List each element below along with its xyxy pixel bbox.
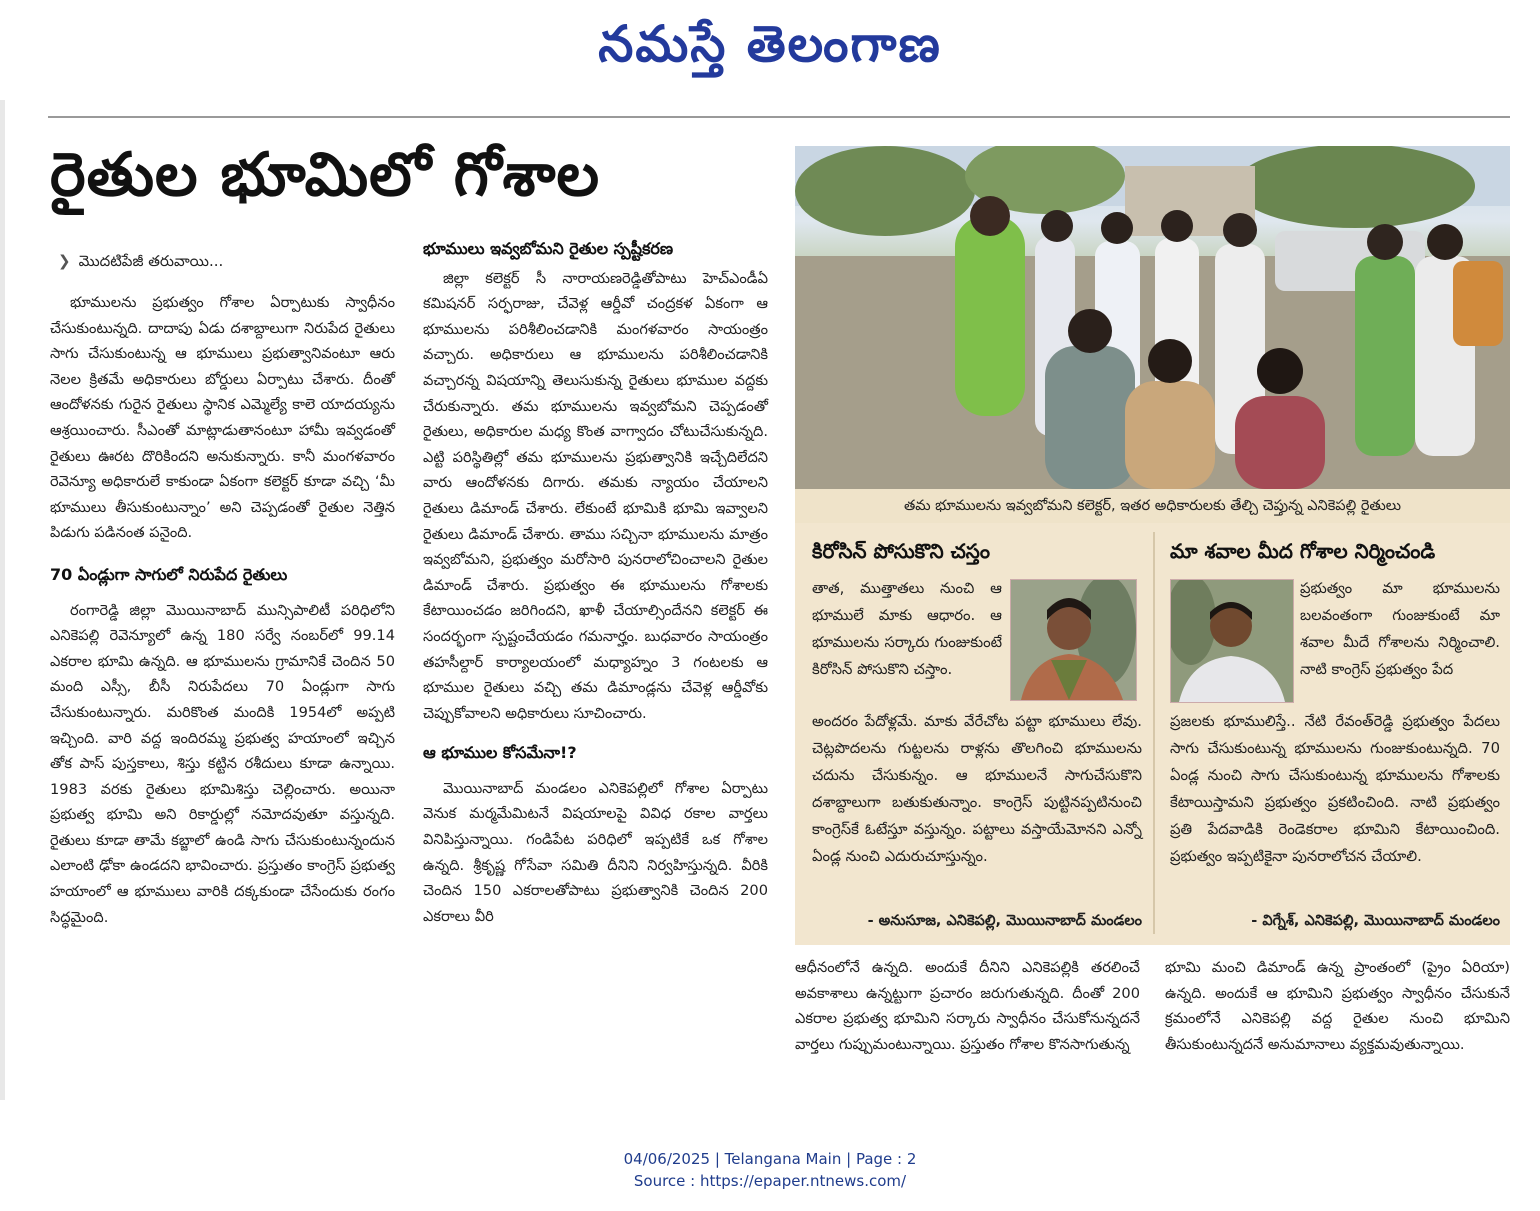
continued-text: మొదటిపేజీ తరువాయి... [78, 252, 224, 270]
col2-subhead-2: ఆ భూముల కోసమేనా!? [423, 743, 577, 763]
page-edge [0, 100, 5, 1100]
continued-marker [58, 252, 223, 274]
quote-2-text-bottom: ప్రజలకు భూములిస్తే.. నేటి రేవంత్‌రెడ్డి ప్రభుత్వం పేదలు సాగు చేసుకుంటున్న భూములను గుంజుకుంటున్నది. 70 ఏండ్ల నుంచి సాగు చేసుకుంటున్న భూములను గోశాలకు కేటాయిస్తామని ప్రభుత్వం ప్రకటించింది. నాటి ప్రభుత్వం ప్రతి పేదవాడికి రెండెకరాల భూమిని కేటాయించింది. ప్రభుత్వం ఇప్పటికైనా పునరాలోచన చేయాలి. [1170, 713, 1500, 865]
col1-paragraph-1: భూములను ప్రభుత్వం గోశాల ఏర్పాటుకు స్వాధీనం చేసుకుంటున్నది. దాదాపు ఏడు దశాబ్దాలుగా నిరుపేద రైతులు సాగు చేసుకుంటున్న ఆ భూములు ప్రభుత్వానివంటూ ఆరు నెలల క్రితమే అధికారులు బోర్డులు ఏర్పాటు చేశారు. దీంతో ఆందోళనకు గురైన రైతులు స్థానిక ఎమ్మెల్యే కాలె యాదయ్యను ఆశ్రయించారు. సీఎంతో మాట్లాడుతానంటూ హామీ ఇవ్వడంతో రైతులు ఊరట దొరికిందని అనుకున్నారు. కానీ మంగళవారం రెవెన్యూ అధికారులే కాకుండా ఏకంగా కలెక్టర్ కూడా వచ్చి ‘మీ భూములు తీసుకుంటున్నాం’ అని చెప్పడంతో రైతుల నెత్తిన పిడుగు పడినంత పనైంది. [50, 294, 395, 542]
article-column-3: ఆధీనంలోనే ఉన్నది. అందుకే దీనిని ఎనికెపల్లికి తరలించే అవకాశాలు ఉన్నట్టుగా ప్రచారం జరుగుతున్నది. దీంతో 200 ఎకరాల ప్రభుత్వ భూమిని సర్కారు స్వాధీనం చేసుకోనున్నదనే వార్తలు గుప్పుమంటున్నాయి. ప్రస్తుతం గోశాల కొనసాగుతున్న [795, 959, 1140, 1053]
chevron-right-icon: ❯ [58, 252, 71, 270]
quote-1-text-top: తాత, ముత్తాతలు నుంచి ఆ భూములే మాకు ఆధారం. ఆ భూములను సర్కారు గుంజుకుంటే కిరోసిన్ పోసుకొని చస్తాం. [812, 580, 1002, 678]
col2-paragraph-2: మొయినాబాద్ మండలం ఎనికెపల్లిలో గోశాల ఏర్పాటు వెనుక మర్మమేమిటనే విషయాలపై వివిధ రకాల వార్తలు వినిపిస్తున్నాయి. గండిపేట పరిధిలో ఇప్పటికే ఒక గోశాల ఉన్నది. శ్రీకృష్ణ గోసేవా సమితి దీనిని నిర్వహిస్తున్నది. వీరికి చెందిన 150 ఎకరాలతోపాటు ప్రభుత్వానికి చెందిన 200 ఎకరాలు వీరి [423, 779, 768, 925]
photo-scene [795, 146, 1510, 489]
article-column-2 [423, 236, 768, 929]
quote-1-byline: - అనుసూజ, ఎనికెపల్లి, మొయినాబాద్ మండలం [867, 913, 1142, 929]
news-photo [795, 146, 1510, 489]
quote-1-text-bottom: అందరం పేదోళ్లమే. మాకు వేరేచోట పట్టా భూములు లేవు. చెట్లపొదలను గుట్టలను రాళ్లను తొలగించి భూములను చదును చేసుకున్నం. ఆ భూములనే సాగుచేసుకొని దశాబ్దాలుగా బతుకుతున్నాం. కాంగ్రెస్ పుట్టినప్పటినుంచి కాంగ్రెస్‌కే ఓటేస్తూ వస్తున్నం. పట్టాలు వస్తాయేమోనని ఎన్నో ఏండ్ల నుంచి ఎదురుచూస్తున్నం. [812, 713, 1142, 865]
quote-1-title: కిరోసిన్ పోసుకొని చస్తం [812, 539, 990, 563]
col2-subhead-1: భూములు ఇవ్వబోమని రైతుల స్పష్టీకరణ [423, 239, 674, 258]
quote-2-title: మా శవాల మీద గోశాల నిర్మించండి [1170, 539, 1436, 563]
col1-subhead: 70 ఏండ్లుగా సాగులో నిరుపేద రైతులు [50, 564, 288, 584]
quote-2-byline: - విగ్నేశ్, ఎనికెపల్లి, మొయినాబాద్ మండలం [1251, 913, 1500, 929]
quote-box-divider [1153, 532, 1155, 934]
col2-paragraph-1: జిల్లా కలెక్టర్ సీ నారాయణరెడ్డితోపాటు హెచ్‌ఎండీఏ కమిషనర్ సర్ఫరాజు, చేవెళ్ల ఆర్డీవో చంద్రకళ ఏకంగా ఆ భూములను పరిశీలించడానికి మంగళవారం సాయంత్రం వచ్చారు. అధికారులు ఆ భూములను పరిశీలించడానికి వచ్చారన్న విషయాన్ని తెలుసుకున్న రైతులు భూముల వద్దకు చేరుకున్నారు. తమ భూములను ఇవ్వబోమని చెప్పడంతో రైతులు, అధికారుల మధ్య కొంత వాగ్వాదం చోటుచేసుకున్నది. ఎట్టి పరిస్థితిల్లో తమ భూములను ప్రభుత్వానికి ఇచ్చేదిలేదని వారు ఆందోళనకు దిగారు. తమకు న్యాయం చేయాలని రైతులు డిమాండ్ చేశారు. లేకుంటే భూమికి భూమి ఇవ్వాలని రైతులు డిమాండ్ చేశారు. తాము సచ్చినా భూములను మాత్రం ఇవ్వబోమని, ప్రభుత్వం మరోసారి పునరాలోచించాలని రైతుల డిమాండ్ చేశారు. ప్రభుత్వం ఈ భూములను గోశాలకు కేటాయించడం జరిగిందని, ఖాళీ చేయాల్సిందేనని కలెక్టర్ ఈ సందర్భంగా స్పష్టంచేయడం గమనార్హం. బుధవారం సాయంత్రం తహసీల్దార్ కార్యాలయంలో మధ్యాహ్నం 3 గంటలకు ఆ భూముల రైతులు వచ్చి తమ డిమాండ్లను చేవెళ్ల ఆర్డీవోకు చెప్పుకోవాలని అధికారులు సూచించారు. [423, 269, 768, 722]
masthead-logo: నమస్తే తెలంగాణ [598, 14, 942, 73]
col1-paragraph-2: రంగారెడ్డి జిల్లా మొయినాబాద్ మున్సిపాలిటీ పరిధిలోని ఎనికెపల్లి రెవెన్యూలో ఉన్న 180 సర్వే నంబర్‌లో 99.14 ఎకరాల భూమి ఉన్నది. ఆ భూములను గ్రామానికే చెందిన 50 మంది ఎస్సీ, బీసీ నిరుపేదలు 70 ఏండ్లుగా సాగు చేసుకుంటున్నారు. మరికొంత మందికి 1954లో అప్పటి ఇచ్చింది. వారి వద్ద ఇందిరమ్మ ప్రభుత్వ హయాంలో ఇచ్చిన తోక పాస్ పుస్తకాలు, శిస్తు కట్టిన రశీదులు కూడా ఉన్నాయి. 1983 వరకు రైతులు భూమిశిస్తు చెల్లించారు. అయినా ప్రభుత్వ భూమి అని రికార్డుల్లో నమోదవుతూ వస్తున్నది. రైతులు కూడా తామే కబ్జాలో ఉండి సాగు చేసుకుంటున్నందున ఎలాంటి ఢోకా ఉండదని భావించారు. ప్రస్తుతం కాంగ్రెస్ ప్రభుత్వ హయాంలో ఆ భూములు వారికి దక్కకుండా చేసేందుకు రంగం సిద్ధమైంది. [50, 601, 395, 926]
quote-1-portrait [1010, 579, 1137, 701]
man-portrait-image [1171, 580, 1293, 702]
article-column-1 [50, 290, 395, 930]
article-column-4: భూమి మంచి డిమాండ్ ఉన్న ప్రాంతంలో (ప్రైం ఏరియా) ఉన్నది. అందుకే ఆ భూమిని ప్రభుత్వం స్వాధీనం చేసుకునే క్రమంలోనే ఎనికెపల్లి వద్ద రైతుల నుంచి భూమిని తీసుకుంటున్నదనే అనుమానాలు వ్యక్తమవుతున్నాయి. [1165, 959, 1510, 1053]
footer-date-edition: 04/06/2025 | Telangana Main | Page : 2 [623, 1150, 917, 1168]
masthead-rule [48, 116, 1510, 118]
quote-2-portrait [1170, 579, 1294, 703]
photo-caption: తమ భూములను ఇవ్వబోమని కలెక్టర్, ఇతర అధికారులకు తేల్చి చెప్తున్న ఎనికెపల్లి రైతులు [795, 489, 1510, 523]
woman-portrait-image [1011, 580, 1136, 700]
headline: రైతుల భూమిలో గోశాల [50, 140, 600, 210]
quote-2-text-top: ప్రభుత్వం మా భూములను బలవంతంగా గుంజుకుంటే మా శవాల మీదే గోశాలను నిర్మించాలి. నాటి కాంగ్రెస్ ప్రభుత్వం పేద [1300, 580, 1500, 678]
footer-source: Source : https://epaper.ntnews.com/ [633, 1172, 907, 1190]
